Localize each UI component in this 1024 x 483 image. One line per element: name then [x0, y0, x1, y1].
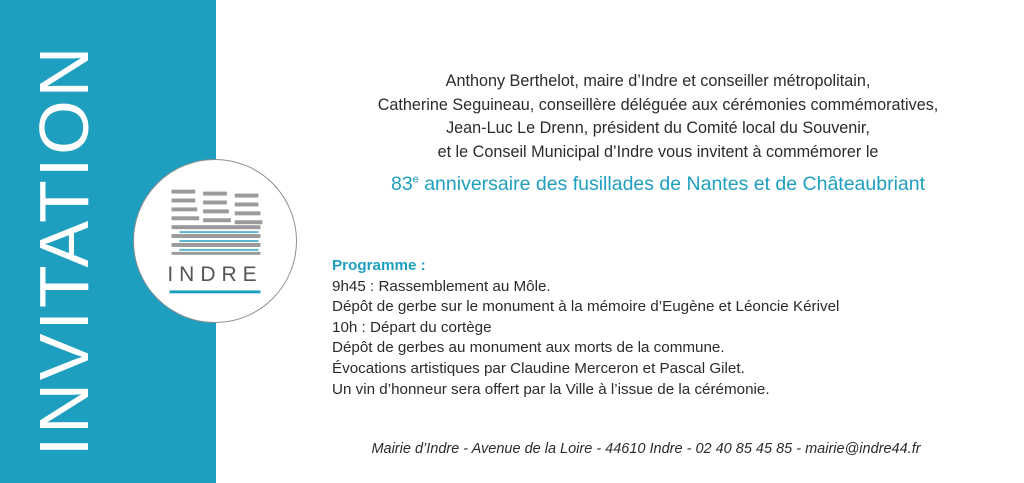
programme-item: 10h : Départ du cortège: [332, 318, 492, 336]
programme-item: Dépôt de gerbe sur le monument à la mémoire d’Eugène et Léoncie Kérivel: [332, 298, 840, 316]
programme-title: Programme :: [332, 257, 426, 274]
headline-text: anniversaire des fusillades de Nantes et de Châteaubriant: [418, 173, 926, 195]
invitation-title: INVITATION: [25, 43, 103, 457]
programme-item: 9h45 : Rassemblement au Môle.: [332, 277, 551, 295]
programme-item: Dépôt de gerbes au monument aux morts de la commune.: [332, 339, 725, 357]
programme-item: Un vin d’honneur sera offert par la Ville à l’issue de la cérémonie.: [332, 380, 770, 398]
programme-item: Évocations artistiques par Claudine Merceron et Pascal Gilet.: [332, 359, 745, 377]
intro-line: Catherine Seguineau, conseillère déléguée aux cérémonies commémoratives,: [377, 95, 939, 114]
logo-text: INDRE: [167, 263, 263, 286]
contact-footer: Mairie d’Indre - Avenue de la Loire - 44610 Indre - 02 40 85 45 85 - mairie@indre44.fr: [371, 441, 921, 457]
intro-line: Jean-Luc Le Drenn, président du Comité local du Souvenir,: [446, 119, 870, 137]
indre-logo-icon: [134, 160, 296, 322]
invitation-title-container: [18, 30, 110, 470]
invitation-intro: [316, 70, 1000, 164]
intro-line: et le Conseil Municipal d’Indre vous invitent à commémorer le: [437, 142, 879, 161]
programme-section: [332, 256, 982, 400]
headline-number: 83: [390, 173, 413, 195]
event-headline: [316, 173, 1000, 196]
indre-logo: [133, 159, 297, 323]
intro-line: Anthony Berthelot, maire d’Indre et conseiller métropolitain,: [445, 72, 871, 90]
headline-superscript: e: [412, 173, 419, 186]
